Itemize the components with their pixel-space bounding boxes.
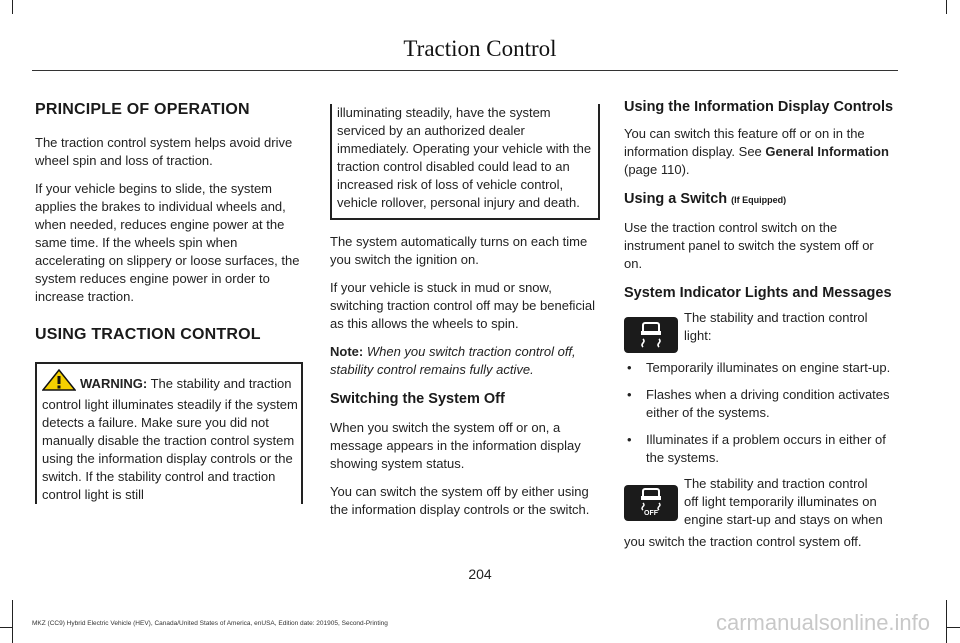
footer-edition: MKZ (CC9) Hybrid Electric Vehicle (HEV), Canada/United States of America, enUSA, Edition date: 201905, Second-Printing	[32, 620, 388, 627]
page-title: Traction Control	[403, 36, 557, 61]
stuck-paragraph: If your vehicle is stuck in mud or snow, switching traction control off may be beneficial as this allows the wheels to spin.	[330, 280, 595, 331]
heading-using-switch	[624, 191, 894, 207]
note-text: When you switch traction control off, stability control remains fully active.	[330, 344, 576, 377]
bullet-item: • Illuminates if a problem occurs in either of the systems.	[624, 431, 894, 467]
warning-box-continued	[330, 104, 600, 220]
switch-paragraph: Use the traction control switch on the instrument panel to switch the system off or on.	[624, 220, 874, 271]
heading-switching: Switching the System Off	[330, 391, 505, 407]
indicator-1-text: The stability and traction control light:	[684, 310, 868, 343]
heading-using: USING TRACTION CONTROL	[35, 326, 261, 343]
warning-box	[35, 362, 303, 504]
heading-indicators: System Indicator Lights and Messages	[624, 285, 892, 301]
traction-control-off-light-icon	[624, 485, 678, 521]
crop-mark-bl-h	[0, 627, 12, 628]
crop-mark-bl-v	[12, 600, 13, 643]
column-1	[35, 96, 303, 504]
using-switch-title: Using a Switch	[624, 191, 728, 207]
off-label: OFF	[644, 510, 658, 517]
page-reference: (page 110).	[624, 162, 690, 177]
column-3	[624, 96, 894, 551]
warning-triangle-icon	[42, 369, 76, 396]
switching-paragraph-2: You can switch the system off by either using the information display controls or the switch.	[330, 484, 590, 517]
bullet-item: • Flashes when a driving condition activates either of the systems.	[624, 386, 894, 422]
principle-paragraph-1: The traction control system helps avoid drive wheel spin and loss of traction.	[35, 135, 293, 168]
crop-mark-tr-v	[946, 0, 947, 14]
indicator-2-line-3: engine start-up and stays on when	[684, 512, 883, 527]
note-label: Note:	[330, 344, 364, 359]
heading-info-display: Using the Information Display Controls	[624, 99, 894, 115]
indicator-2-line-1: The stability and traction control	[684, 476, 868, 491]
crop-mark-br-h	[946, 627, 960, 628]
principle-paragraph-2: If your vehicle begins to slide, the system applies the brakes to individual wheels and, when needed, reduces engine power at the same time. If the wheels spin when accelerating on slippery or loose surfaces, the system reduces engine power in order to increase traction.	[35, 181, 300, 304]
indicator-bullets	[624, 359, 894, 467]
indicator-2-block	[624, 477, 894, 533]
page-number: 204	[468, 566, 492, 582]
bullet-item: • Temporarily illuminates on engine start-up.	[624, 359, 894, 377]
switching-paragraph-1: When you switch the system off or on, a message appears in the information display showing system status.	[330, 420, 581, 471]
crop-mark-tl-v	[12, 0, 13, 14]
general-information-link[interactable]: General Information	[765, 144, 889, 159]
watermark: carmanualsonline.info	[716, 610, 931, 635]
indicator-1-block	[624, 311, 894, 353]
note-paragraph	[330, 343, 600, 379]
auto-on-paragraph: The system automatically turns on each time you switch the ignition on.	[330, 234, 588, 267]
warning-label: WARNING:	[80, 376, 148, 391]
heading-principle: PRINCIPLE OF OPERATION	[35, 101, 250, 118]
header-rule	[32, 70, 898, 71]
if-equipped-label: (If Equipped)	[731, 195, 787, 205]
traction-control-light-icon	[624, 317, 678, 353]
info-display-text: You can switch this feature off or on in the information display. See	[624, 126, 865, 159]
column-2	[330, 104, 600, 519]
crop-mark-br-v	[946, 600, 947, 643]
info-display-paragraph	[624, 125, 894, 179]
warning-text: The stability and traction control light illuminates steadily if the system detects a failure. Make sure you did not manually disable the traction control system using the information display controls or the switch. If the stability control and traction control light is still	[42, 376, 298, 502]
warning-text-continued: illuminating steadily, have the system serviced by an authorized dealer immediately. Operating your vehicle with the traction control disabled could lead to an increased risk of loss of vehicle control, vehicle rollover, personal injury and death.	[337, 105, 592, 210]
indicator-2-text-end: you switch the traction control system off.	[624, 534, 862, 549]
indicator-2-line-2: off light temporarily illuminates on	[684, 494, 877, 509]
